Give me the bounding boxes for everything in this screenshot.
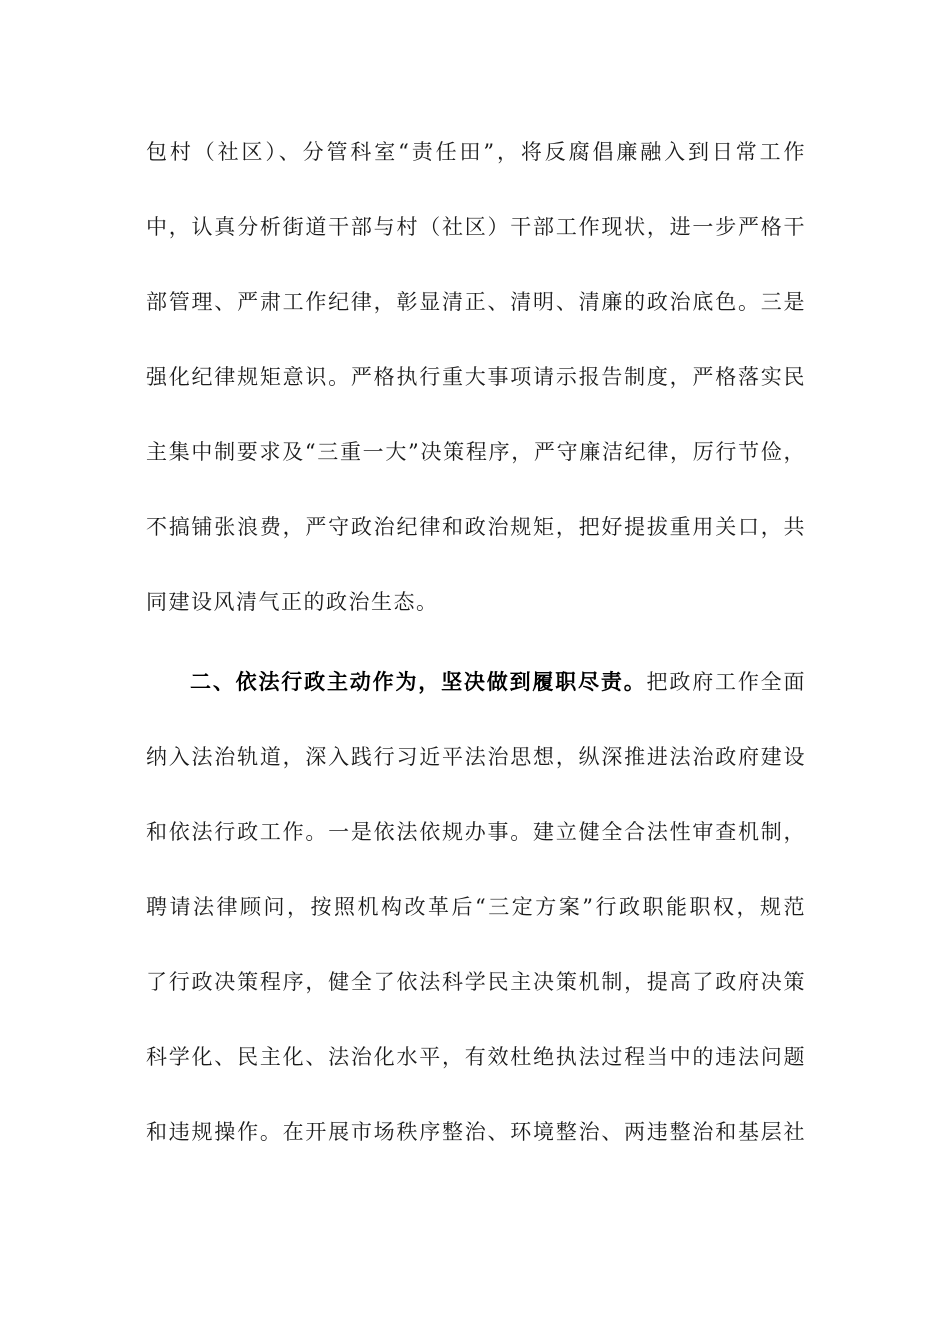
paragraph-line: 主集中制要求及“三重一大”决策程序，严守廉洁纪律，厉行节俭，	[146, 440, 806, 464]
paragraph-line: 中，认真分析街道干部与村（社区）干部工作现状，进一步严格干	[146, 215, 806, 239]
paragraph-line: 同建设风清气正的政治生态。	[146, 590, 439, 614]
paragraph-line: 包村（社区）、分管科室“责任田”，将反腐倡廉融入到日常工作	[146, 140, 806, 164]
paragraph-line: 纳入法治轨道，深入践行习近平法治思想，纵深推进法治政府建设	[146, 745, 806, 769]
paragraph-line: 和违规操作。在开展市场秩序整治、环境整治、两违整治和基层社	[146, 1120, 806, 1144]
paragraph-line: 不搞铺张浪费，严守政治纪律和政治规矩，把好提拔重用关口，共	[146, 515, 806, 539]
paragraph-line: 部管理、严肃工作纪律，彰显清正、清明、清廉的政治底色。三是	[146, 290, 806, 314]
paragraph-line: 了行政决策程序，健全了依法科学民主决策机制，提高了政府决策	[146, 970, 806, 994]
section-heading: 二、依法行政主动作为，坚决做到履职尽责。	[190, 669, 647, 694]
paragraph-line: 强化纪律规矩意识。严格执行重大事项请示报告制度，严格落实民	[146, 365, 806, 389]
paragraph-line: 科学化、民主化、法治化水平，有效杜绝执法过程当中的违法问题	[146, 1045, 806, 1069]
section-heading-line	[190, 662, 806, 702]
paragraph-line: 和依法行政工作。一是依法依规办事。建立健全合法性审查机制，	[146, 820, 806, 844]
paragraph-line: 聘请法律顾问，按照机构改革后“三定方案”行政职能职权，规范	[146, 895, 806, 919]
section-heading-continuation: 把政府工作全面	[646, 670, 807, 694]
